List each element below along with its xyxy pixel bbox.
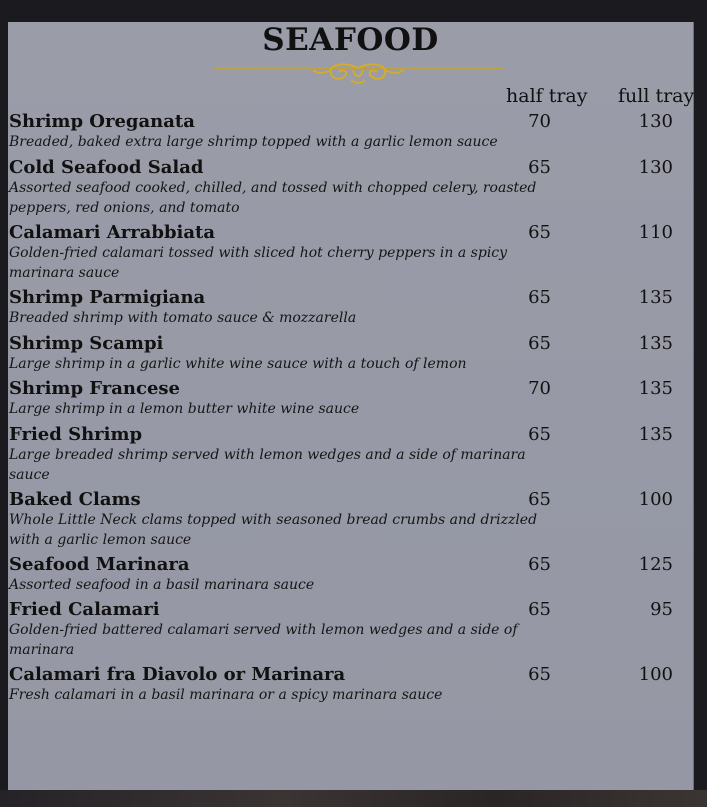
item-name: Calamari Arrabbiata: [9, 222, 216, 243]
item-price-full: 135: [638, 287, 673, 308]
item-price-half: 65: [528, 664, 551, 685]
item-price-full: 135: [638, 424, 673, 445]
item-price-full: 130: [638, 157, 673, 178]
item-price-half: 70: [528, 111, 551, 132]
item-name: Shrimp Parmigiana: [9, 287, 206, 308]
item-price-full: 135: [638, 378, 673, 399]
item-description: Breaded, baked extra large shrimp topped with a garlic lemon sauce: [9, 134, 498, 150]
item-name: Fried Shrimp: [9, 424, 143, 445]
item-price-half: 65: [528, 599, 551, 620]
item-price-full: 100: [638, 489, 673, 510]
column-header-half-tray: half tray: [506, 85, 588, 107]
item-price-full: 95: [650, 599, 673, 620]
item-description: Large shrimp in a lemon butter white wine sauce: [9, 401, 360, 417]
item-price-half: 65: [528, 333, 551, 354]
item-description: Large breaded shrimp served with lemon wedges and a side of marinara sauce: [9, 447, 526, 483]
item-name: Baked Clams: [9, 489, 141, 510]
item-description: Whole Little Neck clams topped with seasoned bread crumbs and drizzled with a garlic lemon sauce: [9, 512, 538, 548]
item-description: Large shrimp in a garlic white wine sauce with a touch of lemon: [9, 356, 467, 372]
item-price-half: 65: [528, 554, 551, 575]
item-description: Assorted seafood cooked, chilled, and tossed with chopped celery, roasted peppers, red onions, and tomato: [9, 180, 537, 216]
item-price-full: 135: [638, 333, 673, 354]
item-price-full: 125: [638, 554, 673, 575]
item-name: Cold Seafood Salad: [9, 157, 204, 178]
item-price-half: 70: [528, 378, 551, 399]
gold-flourish-divider: [213, 60, 503, 90]
item-description: Assorted seafood in a basil marinara sauce: [9, 577, 315, 593]
item-price-half: 65: [528, 489, 551, 510]
item-name: Seafood Marinara: [9, 554, 190, 575]
item-description: Fresh calamari in a basil marinara or a spicy marinara sauce: [9, 687, 443, 703]
item-price-half: 65: [528, 222, 551, 243]
column-header-full-tray: full tray: [618, 85, 695, 107]
menu-panel: [8, 22, 694, 790]
item-price-full: 110: [638, 222, 673, 243]
item-description: Breaded shrimp with tomato sauce & mozzarella: [9, 310, 357, 326]
item-name: Shrimp Scampi: [9, 333, 164, 354]
background-table-edge: [0, 790, 707, 807]
item-price-half: 65: [528, 157, 551, 178]
item-name: Shrimp Francese: [9, 378, 180, 399]
item-price-half: 65: [528, 287, 551, 308]
item-price-half: 65: [528, 424, 551, 445]
item-description: Golden-fried battered calamari served with lemon wedges and a side of marinara: [9, 622, 518, 658]
item-name: Fried Calamari: [9, 599, 160, 620]
item-name: Calamari fra Diavolo or Marinara: [9, 664, 346, 685]
menu-title: SEAFOOD: [262, 22, 439, 58]
item-price-full: 100: [638, 664, 673, 685]
item-name: Shrimp Oreganata: [9, 111, 195, 132]
item-description: Golden-fried calamari tossed with sliced hot cherry peppers in a spicy marinara sauce: [9, 245, 508, 281]
item-price-full: 130: [638, 111, 673, 132]
